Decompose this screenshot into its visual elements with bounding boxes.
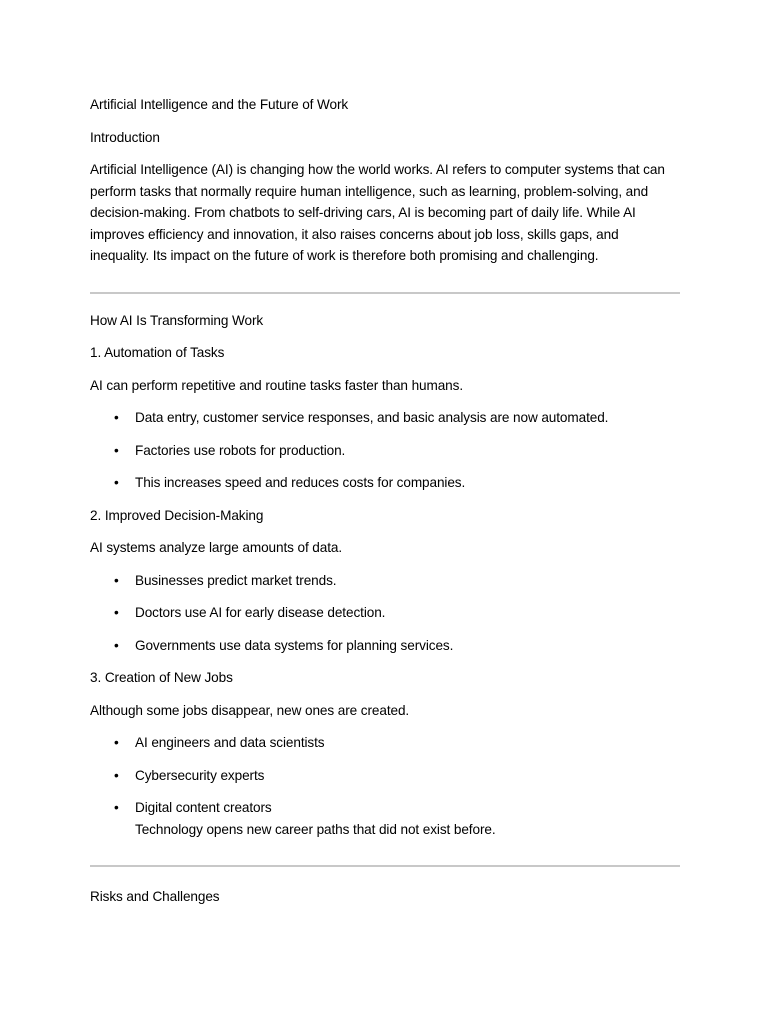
subheading-automation: 1. Automation of Tasks	[90, 345, 225, 360]
decision-making-list	[90, 570, 680, 657]
list-item	[90, 440, 680, 462]
horizontal-divider	[90, 292, 680, 294]
list-item	[90, 472, 680, 494]
bullet-icon: •	[114, 735, 119, 750]
new-jobs-list	[90, 732, 680, 840]
list-item	[90, 570, 680, 592]
list-item-text: Factories use robots for production.	[135, 442, 346, 458]
document-title: Artificial Intelligence and the Future of Work	[90, 97, 349, 112]
bullet-icon: •	[114, 800, 119, 815]
list-item	[90, 797, 680, 840]
automation-list	[90, 407, 680, 494]
bullet-icon: •	[114, 637, 119, 653]
list-item	[90, 635, 680, 657]
list-item-text: Doctors use AI for early disease detection.	[135, 605, 386, 620]
new-jobs-closing-text: Technology opens new career paths that did not exist before.	[135, 821, 496, 837]
section-heading-transforming-work: How AI Is Transforming Work	[90, 312, 264, 328]
subheading-new-jobs: 3. Creation of New Jobs	[90, 670, 233, 685]
bullet-icon: •	[114, 475, 119, 490]
intro-heading: Introduction	[90, 129, 160, 145]
list-item-text: AI engineers and data scientists	[135, 735, 325, 750]
bullet-icon: •	[114, 572, 119, 588]
list-item-text: Digital content creators	[135, 800, 272, 815]
document-page	[90, 94, 680, 919]
list-item-text: Data entry, customer service responses, and basic analysis are now automated.	[135, 410, 609, 425]
horizontal-divider	[90, 865, 680, 867]
list-item-text: Businesses predict market trends.	[135, 572, 337, 588]
subheading-decision-making: 2. Improved Decision-Making	[90, 507, 264, 523]
bullet-icon: •	[114, 410, 119, 425]
list-item-text: Cybersecurity experts	[135, 767, 265, 783]
bullet-icon: •	[114, 442, 119, 458]
list-item	[90, 765, 680, 787]
new-jobs-lead: Although some jobs disappear, new ones are created.	[90, 702, 410, 718]
section-heading-risks: Risks and Challenges	[90, 889, 220, 904]
list-item	[90, 602, 680, 624]
intro-paragraph: Artificial Intelligence (AI) is changing how the world works. AI refers to computer systems that can perform tasks that normally require human intelligence, such as learning, problem-solving, and decision-making. From chatbots to self-driving cars, AI is becoming part of daily life. While AI improves efficiency and innovation, it also raises concerns about job loss, skills gaps, and inequality. Its impact on the future of work is therefore both promising and challenging.	[90, 162, 665, 263]
list-item-text: This increases speed and reduces costs for companies.	[135, 475, 466, 490]
decision-making-lead: AI systems analyze large amounts of data.	[90, 540, 343, 555]
automation-lead: AI can perform repetitive and routine tasks faster than humans.	[90, 377, 464, 393]
list-item-text: Governments use data systems for planning services.	[135, 637, 454, 653]
bullet-icon: •	[114, 605, 119, 620]
list-item	[90, 732, 680, 754]
bullet-icon: •	[114, 767, 119, 783]
list-item	[90, 407, 680, 429]
